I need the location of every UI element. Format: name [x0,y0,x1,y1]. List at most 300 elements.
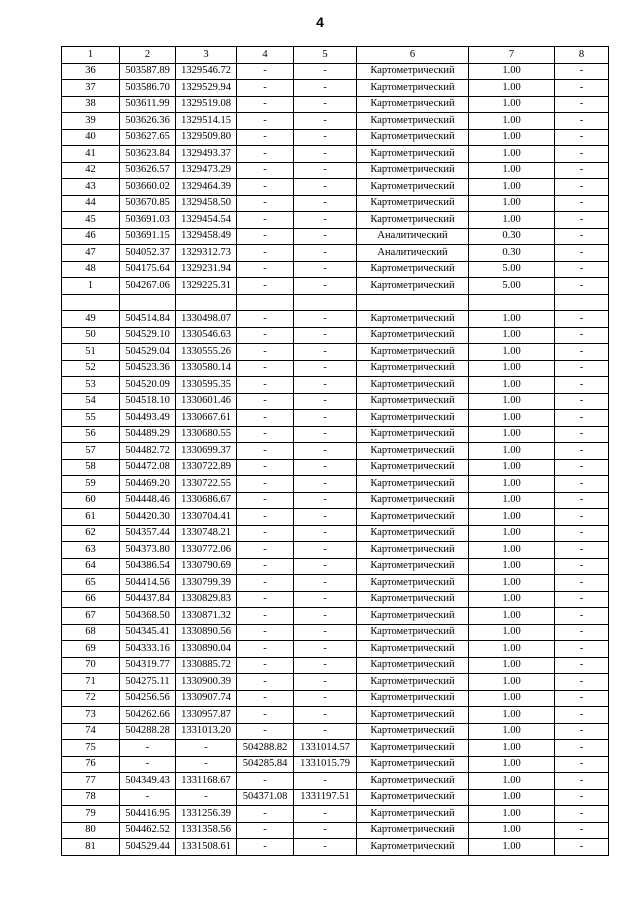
table-header-row [62,47,609,64]
table-cell: 52 [62,360,120,377]
table-cell: - [555,525,609,542]
table-row [62,179,609,196]
table-cell: 504472.08 [120,459,176,476]
table-cell: - [237,228,294,245]
table-cell: 1.00 [469,443,555,460]
table-cell: 504529.04 [120,344,176,361]
table-row [62,278,609,295]
table-cell: 1331358.56 [176,822,237,839]
table-cell: - [237,723,294,740]
table-cell: 51 [62,344,120,361]
table-row [62,657,609,674]
table-cell: - [294,608,357,625]
table-cell: 1330890.04 [176,641,237,658]
table-cell: - [294,690,357,707]
table-cell: Картометрический [357,113,469,130]
table-cell: 80 [62,822,120,839]
table-cell: - [555,129,609,146]
table-cell: 1330555.26 [176,344,237,361]
table-cell: 1330686.67 [176,492,237,509]
table-row [62,360,609,377]
table-cell: - [555,641,609,658]
table-cell: Картометрический [357,608,469,625]
table-cell: 77 [62,773,120,790]
table-cell: 504529.44 [120,839,176,856]
table-cell: 76 [62,756,120,773]
table-cell: 1.00 [469,773,555,790]
column-header: 4 [237,47,294,64]
table-cell: 1.00 [469,723,555,740]
table-cell: Картометрический [357,575,469,592]
table-separator-row [62,294,609,311]
table-cell: 504288.28 [120,723,176,740]
table-cell: 1.00 [469,63,555,80]
table-cell: 55 [62,410,120,427]
table-cell: Картометрический [357,377,469,394]
table-cell: 78 [62,789,120,806]
table-cell: 1331197.51 [294,789,357,806]
table-cell: - [294,377,357,394]
table-cell: 504469.20 [120,476,176,493]
table-cell: 1329519.08 [176,96,237,113]
table-cell: - [294,723,357,740]
table-cell: - [294,476,357,493]
table-row [62,773,609,790]
table-row [62,789,609,806]
table-cell: 504345.41 [120,624,176,641]
table-cell: 56 [62,426,120,443]
table-cell: Картометрический [357,179,469,196]
table-cell: - [237,179,294,196]
table-cell: - [237,212,294,229]
table-cell: - [237,426,294,443]
table-cell: - [555,410,609,427]
table-cell: - [294,212,357,229]
table-cell: Картометрический [357,542,469,559]
table-cell: 1.00 [469,756,555,773]
table-cell: 504275.11 [120,674,176,691]
table-cell: 504448.46 [120,492,176,509]
table-cell: 1330790.69 [176,558,237,575]
column-header: 2 [120,47,176,64]
table-cell: - [555,443,609,460]
table-cell: Картометрический [357,822,469,839]
table-cell: Картометрический [357,591,469,608]
table-cell: Картометрический [357,344,469,361]
table-cell: 1.00 [469,690,555,707]
table-cell: - [555,575,609,592]
table-cell: 1.00 [469,558,555,575]
table-cell: - [237,459,294,476]
table-cell: 504256.56 [120,690,176,707]
table-cell [62,294,120,311]
table-cell: Картометрический [357,492,469,509]
table-cell: - [555,509,609,526]
table-cell: - [555,459,609,476]
table-row [62,476,609,493]
table-cell: - [555,195,609,212]
table-cell: 1.00 [469,96,555,113]
table-cell: - [555,822,609,839]
table-cell: - [555,806,609,823]
table-cell: 0.30 [469,245,555,262]
page-number: 4 [316,14,324,30]
column-header: 7 [469,47,555,64]
column-header: 6 [357,47,469,64]
table-cell: - [294,113,357,130]
table-cell: 1.00 [469,839,555,856]
table-cell: 503623.84 [120,146,176,163]
table-cell: Картометрический [357,311,469,328]
table-cell: 504175.64 [120,261,176,278]
table-cell: 503660.02 [120,179,176,196]
table-cell: - [237,162,294,179]
coordinates-table [61,46,609,856]
table-cell: 5.00 [469,278,555,295]
table-cell: - [294,96,357,113]
table-cell: - [237,443,294,460]
table-row [62,344,609,361]
table-cell: 1330890.56 [176,624,237,641]
table-cell: 44 [62,195,120,212]
table-cell: - [294,822,357,839]
table-cell: 1329509.80 [176,129,237,146]
table-cell: - [237,608,294,625]
table-row [62,129,609,146]
table-cell: 1.00 [469,162,555,179]
table-cell: 70 [62,657,120,674]
table-cell: - [237,492,294,509]
table-cell: - [237,410,294,427]
table-cell: 1.00 [469,641,555,658]
table-cell: 504288.82 [237,740,294,757]
table-cell: - [294,162,357,179]
table-cell: Картометрический [357,426,469,443]
table-cell: 1.00 [469,806,555,823]
table-cell: 504349.43 [120,773,176,790]
table-row [62,410,609,427]
table-cell: - [237,773,294,790]
table-cell: 1.00 [469,591,555,608]
table-cell: 504368.50 [120,608,176,625]
table-cell: - [120,740,176,757]
table-cell: Картометрический [357,195,469,212]
table-cell: 40 [62,129,120,146]
table-cell: 503691.03 [120,212,176,229]
table-cell: - [555,426,609,443]
table-row [62,261,609,278]
table-cell: 503627.65 [120,129,176,146]
table-cell: - [237,63,294,80]
table-row [62,113,609,130]
table-cell: 504285.84 [237,756,294,773]
table-cell: - [555,228,609,245]
table-cell: 73 [62,707,120,724]
table-cell: - [555,113,609,130]
table-row [62,195,609,212]
table-row [62,641,609,658]
table-row [62,63,609,80]
table-row [62,377,609,394]
table-row [62,740,609,757]
table-cell: Картометрический [357,740,469,757]
table-row [62,839,609,856]
table-cell: Картометрический [357,476,469,493]
table-cell: 504489.29 [120,426,176,443]
table-cell: 1330900.39 [176,674,237,691]
table-cell: - [294,773,357,790]
table-cell: 1.00 [469,822,555,839]
table-cell: - [555,96,609,113]
table-cell: 1330680.55 [176,426,237,443]
table-cell: Картометрический [357,558,469,575]
table-cell: 1330772.06 [176,542,237,559]
table-cell: Картометрический [357,789,469,806]
table-row [62,756,609,773]
table-cell: - [237,707,294,724]
table-cell: 61 [62,509,120,526]
table-row [62,228,609,245]
table-row [62,443,609,460]
table-cell: Картометрический [357,212,469,229]
table-cell: 1.00 [469,377,555,394]
table-row [62,822,609,839]
table-cell: Картометрический [357,756,469,773]
table-cell: 504416.95 [120,806,176,823]
table-cell: 1.00 [469,410,555,427]
table-cell: 1331015.79 [294,756,357,773]
table-cell: Картометрический [357,278,469,295]
table-cell: 71 [62,674,120,691]
table-cell: - [237,377,294,394]
table-cell: - [555,608,609,625]
table-cell: 62 [62,525,120,542]
table-cell: 1329529.94 [176,80,237,97]
table-cell: - [237,575,294,592]
table-row [62,575,609,592]
table-cell: - [294,839,357,856]
table-cell: - [237,657,294,674]
table-cell: 1.00 [469,426,555,443]
table-cell: 504437.84 [120,591,176,608]
table-row [62,723,609,740]
table-cell: - [237,674,294,691]
table-cell: - [294,624,357,641]
table-cell: - [555,360,609,377]
table-cell: 1330907.74 [176,690,237,707]
table-cell: Картометрический [357,459,469,476]
table-cell: 1.00 [469,393,555,410]
table-cell: - [555,674,609,691]
table-cell: - [237,245,294,262]
table-cell: - [237,822,294,839]
table-cell: 504414.56 [120,575,176,592]
table-cell: 1331168.67 [176,773,237,790]
table-cell: 1.00 [469,113,555,130]
table-cell: 57 [62,443,120,460]
table-cell: 58 [62,459,120,476]
table-cell: - [555,278,609,295]
table-cell: - [555,542,609,559]
table-cell: 1329493.37 [176,146,237,163]
table-cell: 68 [62,624,120,641]
table-cell: 504520.09 [120,377,176,394]
table-row [62,525,609,542]
table-cell: 504482.72 [120,443,176,460]
table-cell: - [237,476,294,493]
table-cell: - [237,311,294,328]
table-row [62,245,609,262]
table-cell: - [294,129,357,146]
table-cell: 63 [62,542,120,559]
table-cell: - [237,806,294,823]
table-cell: Картометрический [357,63,469,80]
table-cell: 81 [62,839,120,856]
table-cell: 1330667.61 [176,410,237,427]
table-cell: - [294,459,357,476]
table-cell: 50 [62,327,120,344]
table-cell: Картометрический [357,723,469,740]
table-cell: 48 [62,261,120,278]
table-cell: Картометрический [357,624,469,641]
table-cell: - [294,806,357,823]
table-cell: 0.30 [469,228,555,245]
table-cell: 45 [62,212,120,229]
table-row [62,591,609,608]
table-cell: Картометрический [357,410,469,427]
table-cell: 1330704.41 [176,509,237,526]
table-cell: 59 [62,476,120,493]
table-cell: 1329546.72 [176,63,237,80]
table-cell: - [555,773,609,790]
table-cell: 504518.10 [120,393,176,410]
table-cell: 64 [62,558,120,575]
table-cell: 1.00 [469,311,555,328]
table-cell: 504514.84 [120,311,176,328]
table-cell: - [555,476,609,493]
table-cell: - [237,393,294,410]
table-cell: 1330957.87 [176,707,237,724]
table-row [62,426,609,443]
table-cell: - [294,393,357,410]
table-cell: 1.00 [469,129,555,146]
table-cell: 1330829.83 [176,591,237,608]
table-cell: 504267.06 [120,278,176,295]
table-cell: - [555,492,609,509]
table-cell: - [294,525,357,542]
table-cell: 503587.89 [120,63,176,80]
table-cell: 1331508.61 [176,839,237,856]
table-cell: 1329312.73 [176,245,237,262]
table-cell [176,294,237,311]
table-cell: - [237,129,294,146]
table-cell: 43 [62,179,120,196]
table-cell: 1330498.07 [176,311,237,328]
table-cell: - [555,146,609,163]
table-cell: - [294,558,357,575]
table-cell: - [294,591,357,608]
table-cell: - [237,344,294,361]
table-cell: 1330871.32 [176,608,237,625]
table-cell: 74 [62,723,120,740]
table-cell: - [294,443,357,460]
table-cell: - [176,756,237,773]
table-row [62,690,609,707]
table-cell: Картометрический [357,641,469,658]
table-cell: - [237,146,294,163]
table-cell: 65 [62,575,120,592]
table-cell: - [237,624,294,641]
table-cell: Картометрический [357,773,469,790]
table-cell: 46 [62,228,120,245]
table-cell: 503626.57 [120,162,176,179]
table-cell: 1.00 [469,525,555,542]
table-cell: Картометрический [357,327,469,344]
table-row [62,806,609,823]
table-cell: 1.00 [469,80,555,97]
table-cell: - [237,261,294,278]
table-cell: - [555,624,609,641]
table-cell: - [237,558,294,575]
table-cell: Аналитический [357,228,469,245]
table-cell: 41 [62,146,120,163]
table-cell: Картометрический [357,509,469,526]
table-cell: 1330595.35 [176,377,237,394]
table-cell: 1.00 [469,707,555,724]
table-row [62,311,609,328]
table-cell: - [555,789,609,806]
table-cell: 1.00 [469,360,555,377]
table-cell: 503626.36 [120,113,176,130]
table-cell: 504357.44 [120,525,176,542]
table-cell: - [237,690,294,707]
table-cell: - [237,509,294,526]
table-cell: - [555,839,609,856]
table-cell [294,294,357,311]
table-cell: - [237,96,294,113]
table-cell: - [294,575,357,592]
table-cell: 1330699.37 [176,443,237,460]
table-cell: - [555,740,609,757]
table-cell: 1.00 [469,575,555,592]
table-cell: - [237,641,294,658]
table-cell: - [237,327,294,344]
table-cell: 1329454.54 [176,212,237,229]
column-header: 5 [294,47,357,64]
table-cell: - [294,674,357,691]
table-cell: - [237,80,294,97]
table-cell: 53 [62,377,120,394]
table-cell: - [294,63,357,80]
table-cell: 1329458.50 [176,195,237,212]
table-cell: 1.00 [469,459,555,476]
table-cell: - [555,723,609,740]
table-cell: 1329225.31 [176,278,237,295]
table-cell: 1330722.55 [176,476,237,493]
table-cell: 1330546.63 [176,327,237,344]
table-cell: - [555,162,609,179]
table-cell: 1331013.20 [176,723,237,740]
table-cell: 1.00 [469,492,555,509]
table-cell: - [555,327,609,344]
table-cell: 1330722.89 [176,459,237,476]
column-header: 1 [62,47,120,64]
table-row [62,608,609,625]
table-cell: 1.00 [469,327,555,344]
table-cell: 1329231.94 [176,261,237,278]
table-cell: 47 [62,245,120,262]
table-cell: 79 [62,806,120,823]
